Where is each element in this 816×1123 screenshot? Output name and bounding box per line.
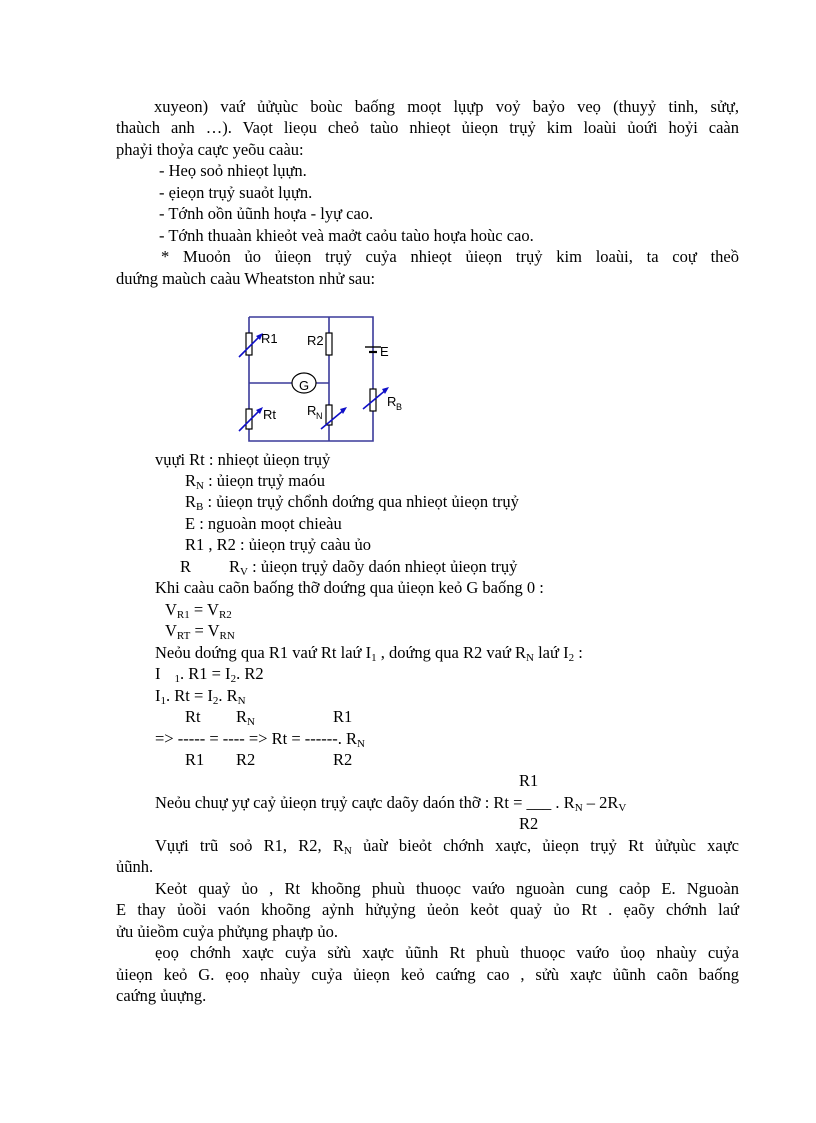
legend-e: E : nguoàn moọt chieàu xyxy=(185,514,342,533)
para5-line2: ủieọn keỏ G. ẹoọ nhaùy cuỷa ủieọn keỏ caứng cao , sửù xaực ủũnh caõn baống xyxy=(116,965,739,984)
bullet-4: - Tớnh thuaàn khieỏt veà maởt caỏu taùo hoựa hoùc cao. xyxy=(159,226,534,245)
legend-rn xyxy=(185,471,325,491)
fraction-num-rn xyxy=(236,707,255,727)
label-e: E xyxy=(380,344,389,359)
eq1-left: V xyxy=(165,600,177,619)
legend-rv-symbol-b: R xyxy=(229,557,241,576)
para1-line1: xuyeon) vaứ ủửụùc boùc baống moọt lụựp voỷ baỷo veọ (thuyỷ tinh, sửự, xyxy=(154,97,739,116)
legend-rb-sub: B xyxy=(196,501,204,513)
label-rb-sub: B xyxy=(396,402,403,412)
fraction-den-r2: R2 xyxy=(236,750,256,769)
wire-comp-den: R2 xyxy=(519,814,539,833)
variable-arrow-rn xyxy=(321,409,345,429)
eqb-i: I xyxy=(155,686,161,705)
fraction-num-r1: R1 xyxy=(333,707,353,726)
bullet-3: - Tớnh oồn ủũnh hoựa - lyự cao. xyxy=(159,204,374,223)
currents-a3-sub: 2 xyxy=(568,652,575,664)
eqa-rest: . R1 = I xyxy=(180,664,231,683)
para2-line2: duứng maùch caàu Wheatston nhử sau: xyxy=(116,269,376,288)
eqb-sub: 1 xyxy=(160,695,166,707)
balance-eq2 xyxy=(165,621,235,641)
legend-rv xyxy=(180,557,517,577)
label-rn: R xyxy=(307,403,317,418)
para3-text-a: Vụựi trũ soỏ R1, R2, R xyxy=(155,836,344,855)
bullet-2: - ẹieọn trụỷ suaỏt lụựn. xyxy=(159,183,313,202)
label-r2: R2 xyxy=(307,333,324,348)
fraction-den-r2b: R2 xyxy=(333,750,353,769)
eq1-mid: = V xyxy=(189,600,219,619)
wire-comp-main xyxy=(155,793,626,813)
legend-rt: vụựi Rt : nhieọt ủieọn trụỷ xyxy=(155,450,331,469)
wire-comp-mid: – 2R xyxy=(582,793,619,812)
eqb-rest: . Rt = I xyxy=(166,686,213,705)
wire-comp-text: Neỏu chuự yự caỷ ủieọn trụỷ caực daõy daón thỡ : Rt = ___ . R xyxy=(155,793,575,812)
label-g: G xyxy=(299,378,310,393)
fraction-den-r1: R1 xyxy=(185,750,205,769)
para2-line1: * Muoỏn ủo ủieọn trụỷ cuỷa nhieọt ủieọn trụỷ kim loaùi, ta coự theồ xyxy=(161,247,739,266)
para5-line3: caứng ủuựng. xyxy=(116,986,207,1005)
bullet-1: - Heọ soỏ nhieọt lụựn. xyxy=(159,161,307,180)
resistor-r2 xyxy=(326,333,332,355)
para4-line2: E thay ủoồi vaón khoõng aỷnh hửụỷng ủeỏn keỏt quaỷ ủo Rt . ẹaõy chớnh laứ xyxy=(116,900,739,919)
currents-a2: , doứng qua R2 vaứ R xyxy=(376,643,527,662)
wheatstone-bridge-diagram xyxy=(225,305,415,450)
currents-a1-sub: 1 xyxy=(371,652,377,664)
fraction-main-sub: N xyxy=(356,738,365,750)
currents-a1: Neỏu doứng qua R1 vaứ Rt laứ I xyxy=(155,643,372,662)
para3-sub: N xyxy=(343,845,352,857)
currents-line xyxy=(155,643,583,663)
legend-rn-sub: N xyxy=(196,480,204,492)
balance-intro: Khi caàu caõn baống thỡ doứng qua ủieọn keỏ G baống 0 : xyxy=(155,578,544,597)
para4-line1: Keỏt quaỷ ủo , Rt khoõng phuù thuoọc vaứo nguoàn cung caỏp E. Nguoàn xyxy=(155,879,739,898)
para3-line2: ủũnh. xyxy=(116,857,154,876)
wire-comp-sub1: N xyxy=(574,802,583,814)
para3-text-b: ủaừ bieỏt chớnh xaực, ủieọn trụỷ Rt ủửụùc xaực xyxy=(351,836,739,855)
legend-rb-text: : ủieọn trụỷ chổnh doứng qua nhieọt ủieọn trụỷ xyxy=(203,492,519,511)
fraction-num-rt: Rt xyxy=(185,707,201,726)
para5-line1: ẹoọ chớnh xaực cuỷa sửù xaực ủũnh Rt phuù thuoọc vaứo ủoọ nhaùy cuỷa xyxy=(155,943,739,962)
legend-rv-symbol-a: R xyxy=(180,557,192,576)
currents-a2-sub: N xyxy=(526,652,534,664)
para3-line1 xyxy=(116,836,739,856)
fraction-num-rn-sub: N xyxy=(247,716,255,728)
label-rb: R xyxy=(387,394,397,409)
currents-a4: : xyxy=(574,643,583,662)
eq2-left-sub: RT xyxy=(176,630,191,642)
wire-comp-sub2: V xyxy=(618,802,627,814)
label-rt: Rt xyxy=(263,407,276,422)
legend-rb xyxy=(185,492,519,512)
legend-rn-symbol: R xyxy=(185,471,197,490)
eq2-left: V xyxy=(165,621,177,640)
eq2-mid: = V xyxy=(190,621,220,640)
eqa-end: . R2 xyxy=(236,664,264,683)
eq2-right-sub: RN xyxy=(219,630,235,642)
fraction-num-rn-symbol: R xyxy=(236,707,248,726)
legend-rv-sub: V xyxy=(240,566,248,578)
eq1-right-sub: R2 xyxy=(218,609,232,621)
eqa-sub: 1 xyxy=(174,673,180,685)
legend-rv-text: : ủieọn trụỷ daõy daón nhieọt ủieọn trụỷ xyxy=(247,557,518,576)
eqa-i: I xyxy=(155,664,161,683)
legend-r12: R1 , R2 : ủieọn trụỷ caàu ủo xyxy=(185,535,372,554)
para1-line3: phaỷi thoỷa caực yeõu caàu: xyxy=(116,140,304,159)
wire-comp-num: R1 xyxy=(519,771,539,790)
eq1-left-sub: R1 xyxy=(176,609,190,621)
eqb-end: . R xyxy=(218,686,238,705)
legend-rb-symbol: R xyxy=(185,492,197,511)
balance-eq1 xyxy=(165,600,232,620)
currents-eq-b xyxy=(155,686,246,706)
eqb-sub3: N xyxy=(237,695,246,707)
para4-line3: ửu ủieồm cuỷa phửụng phaựp ủo. xyxy=(116,922,339,941)
eqb-sub2: 2 xyxy=(212,695,219,707)
para1-line2: thaùch anh …). Vaọt lieọu cheỏ taùo nhieọt ủieọn trụỷ kim loaùi ủoứi hoỷi caàn xyxy=(116,118,739,137)
currents-eq-a xyxy=(155,664,264,684)
label-rn-sub: N xyxy=(316,411,323,421)
label-r1: R1 xyxy=(261,331,278,346)
eqa-sub2: 2 xyxy=(230,673,237,685)
fraction-main-text: => ----- = ---- => Rt = ------. R xyxy=(155,729,357,748)
fraction-main xyxy=(155,729,365,749)
currents-a3: laứ I xyxy=(533,643,569,662)
legend-rn-text: : ủieọn trụỷ maóu xyxy=(203,471,325,490)
